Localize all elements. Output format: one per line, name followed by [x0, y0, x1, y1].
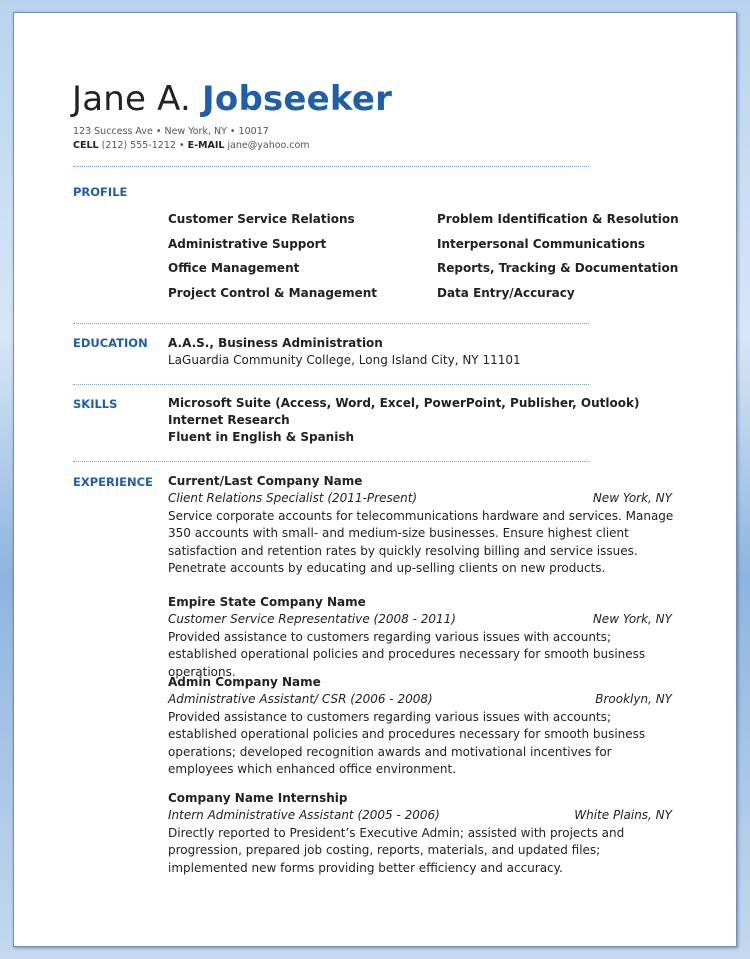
cell-label: CELL: [73, 140, 99, 151]
education-heading: EDUCATION: [73, 336, 148, 350]
address-line: 123 Success Ave • New York, NY • 10017: [73, 126, 269, 137]
profile-item: Customer Service Relations: [168, 212, 355, 226]
profile-item: Interpersonal Communications: [437, 237, 646, 251]
skill-item: Internet Research: [168, 413, 290, 427]
divider: [73, 166, 589, 167]
experience-heading: EXPERIENCE: [73, 475, 153, 489]
profile-item: Reports, Tracking & Documentation: [437, 261, 679, 275]
candidate-name: [72, 79, 392, 119]
profile-item: Administrative Support: [168, 237, 327, 251]
job-title: Customer Service Representative (2008 - 2011): [168, 612, 456, 626]
job-location: New York, NY: [592, 491, 672, 505]
email-label: E-MAIL: [187, 140, 225, 151]
skill-item: Microsoft Suite (Access, Word, Excel, PowerPoint, Publisher, Outlook): [168, 396, 640, 410]
job-location: Brooklyn, NY: [595, 692, 672, 706]
profile-item: Problem Identification & Resolution: [437, 212, 679, 226]
skill-item: Fluent in English & Spanish: [168, 430, 355, 444]
education-degree: A.A.S., Business Administration: [168, 336, 383, 350]
job-company: Current/Last Company Name: [168, 474, 363, 488]
job-title: Administrative Assistant/ CSR (2006 - 2008): [168, 692, 433, 706]
profile-heading: PROFILE: [73, 185, 128, 199]
job-description: Provided assistance to customers regarding various issues with accounts; established operational policies and procedures necessary for smooth business operations.: [168, 630, 646, 679]
email-address: jane@yahoo.com: [227, 140, 310, 151]
profile-item: Data Entry/Accuracy: [437, 286, 575, 300]
job-title: Client Relations Specialist (2011-Present): [168, 491, 418, 505]
job-description: Service corporate accounts for telecommunications hardware and services. Manage 350 accounts with small- and medium-size businesses. Ensure highest client satisfaction and retention rates by quickly resolving billing and service issues. Penetrate accounts by educating and up-selling clients on new products.: [168, 509, 674, 575]
profile-item: Office Management: [168, 261, 300, 275]
contact-line: [73, 140, 310, 151]
education-school: LaGuardia Community College, Long Island City, NY 11101: [168, 353, 521, 367]
job-company: Company Name Internship: [168, 791, 348, 805]
divider: [73, 461, 589, 462]
skills-heading: SKILLS: [73, 397, 118, 411]
divider: [73, 384, 589, 385]
job-description: Directly reported to President’s Executive Admin; assisted with projects and progression, prepared job costing, reports, materials, and updated files; implemented new forms providing better efficiency and accuracy.: [168, 826, 625, 875]
job-location: New York, NY: [592, 612, 672, 626]
job-location: White Plains, NY: [574, 808, 672, 822]
job-company: Admin Company Name: [168, 675, 321, 689]
resume-page: [13, 12, 737, 947]
first-name: Jane A.: [72, 79, 192, 119]
job-title: Intern Administrative Assistant (2005 - 2006): [168, 808, 440, 822]
separator-bullet: •: [178, 140, 185, 151]
job-description: Provided assistance to customers regarding various issues with accounts; established operational policies and procedures necessary for smooth business operations; developed recognition awards and motivational incentives for employees which enhanced office environment.: [168, 710, 646, 776]
divider: [73, 323, 589, 324]
cell-number: (212) 555-1212: [101, 140, 176, 151]
profile-item: Project Control & Management: [168, 286, 377, 300]
last-name: Jobseeker: [202, 79, 393, 119]
job-company: Empire State Company Name: [168, 595, 366, 609]
